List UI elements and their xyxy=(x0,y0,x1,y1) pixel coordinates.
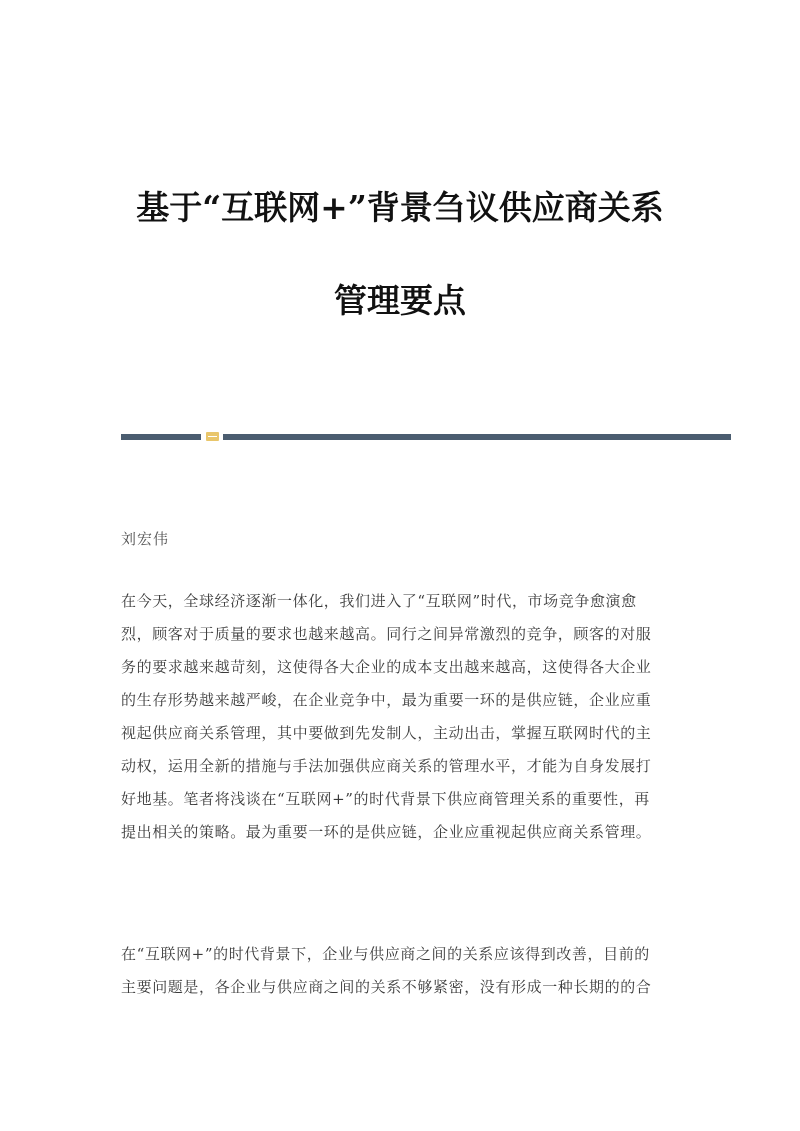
paragraph-line: 的生存形势越来越严峻，在企业竞争中，最为重要一环的是供应链，企业应重 xyxy=(121,691,652,709)
paragraph-1 xyxy=(121,585,681,849)
paragraph-line: 在今天，全球经济逐渐一体化，我们进入了“互联网”时代，市场竞争愈演愈 xyxy=(121,592,637,610)
title-line-2: 管理要点 xyxy=(334,281,466,320)
title-line-1: 基于“互联网+”背景刍议供应商关系 xyxy=(136,188,664,227)
title-divider xyxy=(121,434,731,440)
paragraph-line: 提出相关的策略。最为重要一环的是供应链，企业应重视起供应商关系管理。 xyxy=(121,823,652,841)
document-title xyxy=(100,188,700,321)
divider-left-segment xyxy=(121,434,201,440)
paragraph-line: 动权，运用全新的措施与手法加强供应商关系的管理水平，才能为自身发展打 xyxy=(121,757,652,775)
author-name: 刘宏伟 xyxy=(121,530,170,548)
paragraph-line: 好地基。笔者将浅谈在“互联网+”的时代背景下供应商管理关系的重要性，再 xyxy=(121,790,650,808)
paragraph-line: 烈，顾客对于质量的要求也越来越高。同行之间异常激烈的竞争，顾客的对服 xyxy=(121,625,652,643)
paragraph-line: 务的要求越来越苛刻，这使得各大企业的成本支出越来越高，这使得各大企业 xyxy=(121,658,652,676)
paragraph-line: 在“互联网+”的时代背景下，企业与供应商之间的关系应该得到改善，目前的 xyxy=(121,945,650,963)
paragraph-line: 视起供应商关系管理，其中要做到先发制人，主动出击，掌握互联网时代的主 xyxy=(121,724,652,742)
divider-ornament-icon xyxy=(206,432,219,441)
paragraph-line: 主要问题是，各企业与供应商之间的关系不够紧密，没有形成一种长期的的合 xyxy=(121,978,652,996)
paragraph-2 xyxy=(121,938,681,1004)
divider-right-segment xyxy=(223,434,731,440)
